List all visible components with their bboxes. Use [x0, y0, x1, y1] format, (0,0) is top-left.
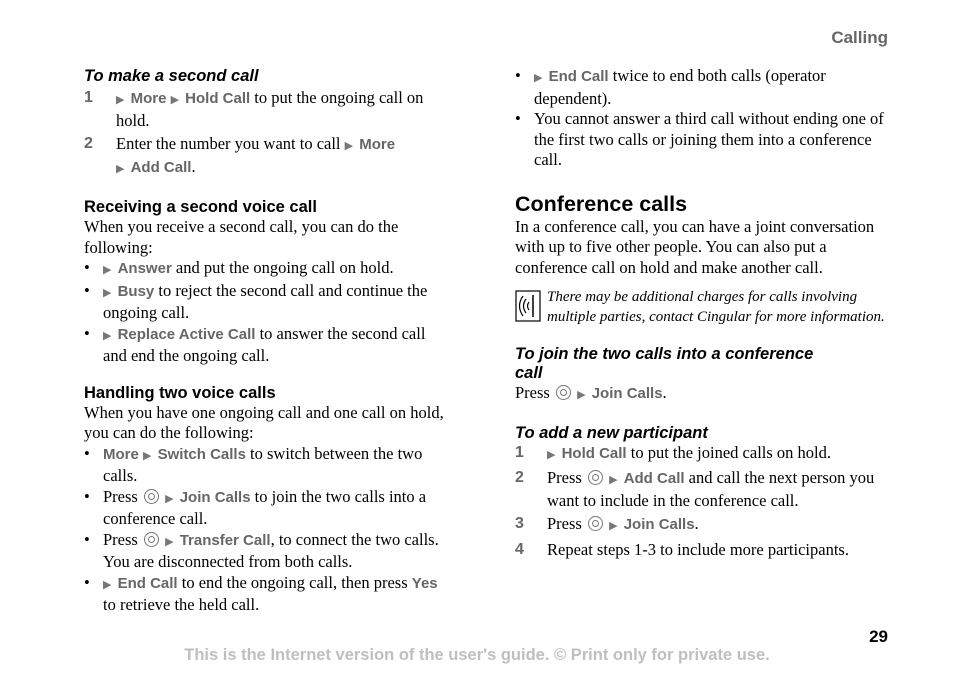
menu-item-hold-call: Hold Call: [561, 444, 627, 462]
arrow-icon: ▶: [103, 578, 112, 591]
select-key-icon: [556, 385, 571, 400]
step-number: 1: [84, 89, 93, 106]
menu-item-yes: Yes: [411, 574, 438, 592]
menu-item-busy: Busy: [117, 282, 155, 300]
bullet-item: • You cannot answer a third call without ending one of the first two calls or joining them into a conference call.: [515, 109, 895, 171]
bullet-text: , to connect the two calls. You are disconnected from both calls.: [103, 529, 439, 571]
bullet-text: to answer the second call and end the ongoing call.: [103, 323, 426, 365]
select-key-icon: [144, 489, 159, 504]
arrow-icon: ▶: [165, 492, 174, 505]
arrow-icon: ▶: [609, 520, 618, 532]
step-text: Press: [547, 514, 586, 533]
step-4: [515, 540, 895, 561]
note-text: There may be additional charges for calls involving multiple parties, contact Cingular for more information.: [547, 289, 885, 325]
step-number: 1: [515, 443, 524, 461]
menu-item-end-call: End Call: [117, 574, 178, 592]
menu-item-replace-active-call: Replace Active Call: [117, 325, 256, 343]
step-3: [515, 514, 895, 537]
paragraph: .: [662, 383, 667, 402]
arrow-icon: ▶: [170, 94, 180, 106]
bullet-text: to retrieve the held call.: [103, 595, 260, 614]
step-1: [84, 88, 452, 131]
step-2: [84, 134, 452, 179]
arrow-icon: ▶: [103, 264, 112, 276]
bullet-text: to end the ongoing call, then press: [177, 572, 412, 592]
arrow-icon: ▶: [344, 140, 354, 152]
bullet-item: • Press ▶ Join Calls to join the two calls into a conference call.: [84, 486, 427, 528]
arrow-icon: ▶: [534, 72, 543, 84]
arrow-icon: ▶: [142, 449, 152, 462]
menu-item-join-calls: Join Calls: [623, 516, 695, 533]
select-key-icon: [588, 470, 603, 485]
arrow-icon: ▶: [116, 162, 125, 175]
bullet-item: • More ▶ Switch Calls to switch between the two calls.: [84, 443, 423, 485]
section-title-join-calls: To join the two calls into a conference call: [515, 345, 814, 382]
step-number: 2: [515, 469, 524, 486]
section-title-handling: Handling two voice calls: [84, 383, 276, 402]
section-title-receiving: Receiving a second voice call: [84, 198, 317, 216]
arrow-icon: ▶: [547, 448, 556, 461]
bullet-item: • Press ▶ Transfer Call, to connect the two calls. You are disconnected from both calls.: [84, 529, 439, 571]
footer-notice: This is the Internet version of the user's guide. © Print only for private use.: [184, 646, 770, 664]
bullet-item: • ▶ End Call twice to end both calls (operator dependent).: [515, 66, 826, 108]
menu-item-join-calls: Join Calls: [179, 488, 251, 506]
bullet-text: to join the two calls into a conference call.: [103, 486, 427, 528]
step-text: to put the ongoing call on hold.: [116, 88, 424, 130]
menu-item-end-call: End Call: [548, 68, 609, 85]
bullet-text: to switch between the two calls.: [103, 443, 423, 485]
menu-item-add-call: Add Call: [623, 470, 685, 487]
paragraph: When you have one ongoing call and one call on hold, you can do the following:: [84, 402, 444, 442]
menu-item-more: More: [130, 90, 167, 107]
step-text: to put the joined calls on hold.: [626, 442, 831, 462]
bullet-text: Press: [103, 529, 142, 549]
arrow-icon: ▶: [609, 474, 618, 486]
step-text: and call the next person you want to include in the conference call.: [547, 468, 875, 510]
menu-item-more: More: [359, 136, 396, 153]
paragraph: In a conference call, you can have a joint conversation with up to five other people. You can also put a conference call on hold and make another call.: [515, 216, 875, 277]
bullet-text: and put the ongoing call on hold.: [171, 258, 394, 277]
paragraph: Press: [515, 383, 554, 402]
menu-item-transfer-call: Transfer Call: [179, 531, 271, 549]
menu-item-join-calls: Join Calls: [591, 385, 663, 402]
menu-item-more: More: [103, 445, 139, 463]
menu-item-switch-calls: Switch Calls: [157, 445, 246, 463]
select-key-icon: [144, 532, 159, 547]
step-text: .: [191, 156, 196, 176]
bullet-item: • ▶ End Call to end the ongoing call, then press Yes to retrieve the held call.: [84, 572, 438, 614]
step-number: 4: [515, 540, 524, 558]
menu-item-answer: Answer: [117, 260, 172, 277]
left-column: [84, 66, 452, 616]
operator-service-icon: [515, 290, 542, 322]
menu-item-add-call: Add Call: [130, 158, 192, 176]
paragraph: When you receive a second call, you can do the following:: [84, 217, 399, 257]
bullet-text: twice to end both calls (operator dependent).: [534, 66, 826, 108]
arrow-icon: ▶: [103, 329, 112, 342]
bullet-text: You cannot answer a third call without ending one of the first two calls or joining them into a conference call.: [534, 109, 884, 169]
bullet-item: • ▶ Busy to reject the second call and continue the ongoing call.: [84, 280, 428, 322]
bullet-item: • ▶ Replace Active Call to answer the second call and end the ongoing call.: [84, 323, 426, 365]
page-header: Calling: [831, 28, 888, 47]
arrow-icon: ▶: [577, 389, 586, 401]
step-text: Repeat steps 1-3 to include more participants.: [547, 539, 849, 559]
step-number: 3: [515, 515, 524, 532]
note-box: [515, 288, 895, 327]
section-title-conference-calls: Conference calls: [515, 191, 688, 216]
step-number: 2: [84, 135, 93, 152]
section-title-add-participant: To add a new participant: [515, 423, 708, 442]
page-number: 29: [869, 627, 888, 646]
step-1: [515, 443, 895, 466]
right-column: [515, 66, 895, 560]
bullet-item: • ▶ Answer and put the ongoing call on hold.: [84, 258, 394, 277]
menu-item-hold-call: Hold Call: [185, 90, 251, 107]
step-text: Enter the number you want to call: [116, 134, 345, 153]
arrow-icon: ▶: [116, 94, 125, 106]
bullet-text: Press: [103, 486, 142, 506]
select-key-icon: [588, 516, 603, 531]
arrow-icon: ▶: [103, 286, 112, 299]
arrow-icon: ▶: [165, 535, 174, 548]
section-title-make-second-call: To make a second call: [84, 67, 259, 85]
step-text: .: [694, 514, 699, 533]
step-text: Press: [547, 468, 586, 487]
step-2: [515, 468, 895, 511]
bullet-text: to reject the second call and continue the ongoing call.: [103, 280, 428, 322]
